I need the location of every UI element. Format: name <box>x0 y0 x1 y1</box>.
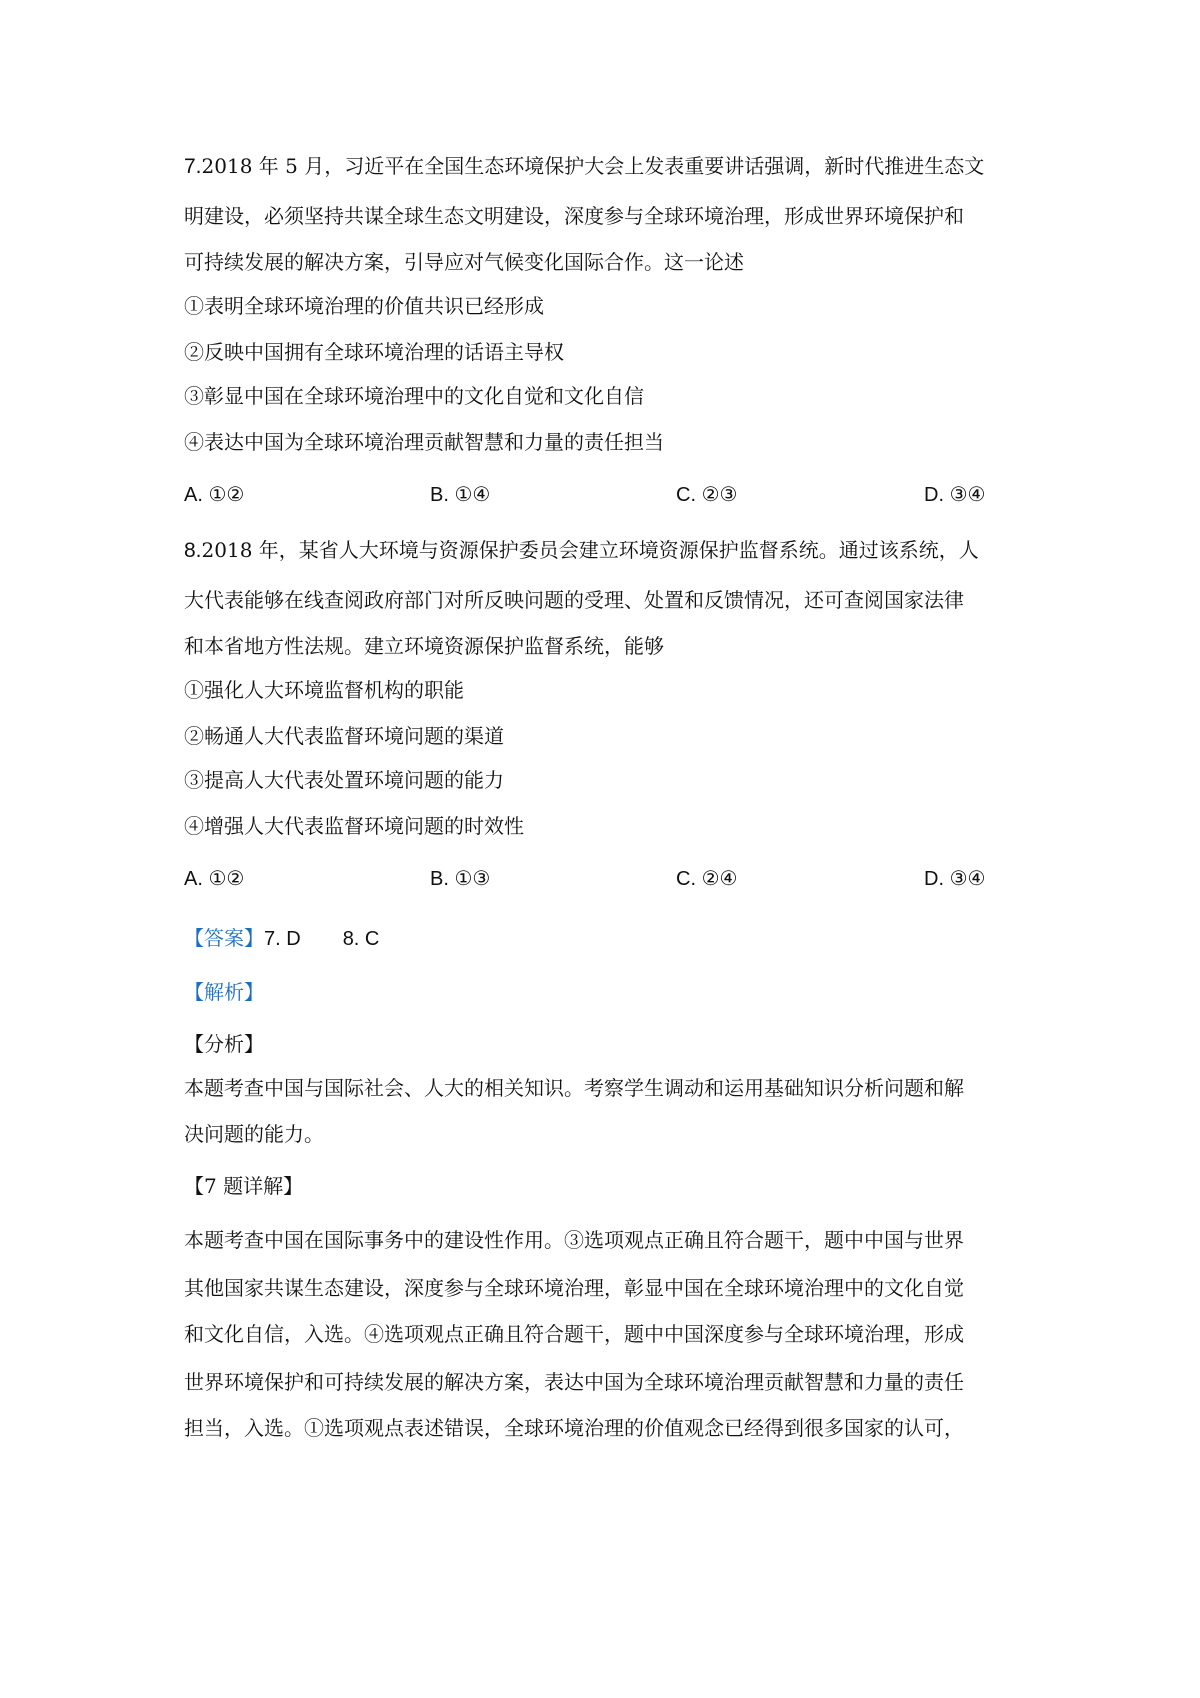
detail7-line-2: 其他国家共谋生态建设，深度参与全球环境治理，彰显中国在全球环境治理中的文化自觉 <box>184 1276 964 1300</box>
fenxi-title: 【分析】 <box>184 1032 264 1056</box>
option-value: ②④ <box>701 866 738 890</box>
q8-item-3: ③提高人大代表处置环境问题的能力 <box>184 768 504 792</box>
option-value: ②③ <box>701 482 738 506</box>
fenxi-line-1: 本题考查中国与国际社会、人大的相关知识。考察学生调动和运用基础知识分析问题和解 <box>184 1076 964 1100</box>
q8-stem-text-1: 2018 年，某省人大环境与资源保护委员会建立环境资源保护监督系统。通过该系统，人 <box>201 538 979 562</box>
q7-item-2: ②反映中国拥有全球环境治理的话语主导权 <box>184 340 564 364</box>
option-letter: B. <box>430 868 449 890</box>
q8-option-c <box>676 864 737 893</box>
q7-stem-text-1: 2018 年 5 月，习近平在全国生态环境保护大会上发表重要讲话强调，新时代推进生态文 <box>201 154 985 178</box>
option-value: ①③ <box>454 866 491 890</box>
q7-stem-line-3: 可持续发展的解决方案，引导应对气候变化国际合作。这一论述 <box>184 250 744 274</box>
q7-option-b <box>430 480 490 509</box>
option-letter: B. <box>430 484 449 506</box>
q7-item-1: ①表明全球环境治理的价值共识已经形成 <box>184 294 544 318</box>
option-value: ①④ <box>454 482 491 506</box>
option-letter: D. <box>924 868 944 890</box>
detail7-line-3: 和文化自信，入选。④选项观点正确且符合题干，题中中国深度参与全球环境治理，形成 <box>184 1322 964 1346</box>
q8-option-d <box>924 864 985 893</box>
answer-7: 7. D <box>264 928 301 950</box>
detail7-title: 【7 题详解】 <box>184 1174 304 1198</box>
detail7-line-4: 世界环境保护和可持续发展的解决方案，表达中国为全球环境治理贡献智慧和力量的责任 <box>184 1370 964 1394</box>
option-letter: C. <box>676 484 696 506</box>
q8-item-1: ①强化人大环境监督机构的职能 <box>184 678 464 702</box>
q7-option-c <box>676 480 737 509</box>
q7-item-4: ④表达中国为全球环境治理贡献智慧和力量的责任担当 <box>184 430 664 454</box>
option-letter: A. <box>184 868 203 890</box>
option-value: ①② <box>208 866 245 890</box>
option-letter: A. <box>184 484 203 506</box>
option-value: ③④ <box>949 482 986 506</box>
q7-stem-line-2: 明建设，必须坚持共谋全球生态文明建设，深度参与全球环境治理，形成世界环境保护和 <box>184 204 964 228</box>
q7-stem-line-1 <box>184 152 984 181</box>
q8-stem-line-3: 和本省地方性法规。建立环境资源保护监督系统，能够 <box>184 634 664 658</box>
option-letter: D. <box>924 484 944 506</box>
q7-item-3: ③彰显中国在全球环境治理中的文化自觉和文化自信 <box>184 384 644 408</box>
q8-stem-line-2: 大代表能够在线查阅政府部门对所反映问题的受理、处置和反馈情况，还可查阅国家法律 <box>184 588 964 612</box>
answer-8: 8. C <box>342 928 380 950</box>
q8-item-4: ④增强人大代表监督环境问题的时效性 <box>184 814 524 838</box>
detail7-line-1: 本题考查中国在国际事务中的建设性作用。③选项观点正确且符合题干，题中中国与世界 <box>184 1228 964 1252</box>
option-value: ①② <box>208 482 245 506</box>
q8-option-a <box>184 864 244 893</box>
analysis-tag: 【解析】 <box>184 980 264 1004</box>
q8-item-2: ②畅通人大代表监督环境问题的渠道 <box>184 724 504 748</box>
q7-option-a <box>184 480 244 509</box>
q7-option-d <box>924 480 985 509</box>
detail7-line-5: 担当，入选。①选项观点表述错误，全球环境治理的价值观念已经得到很多国家的认可， <box>184 1416 964 1440</box>
q8-option-b <box>430 864 490 893</box>
answer-tag: 【答案】 <box>184 926 264 950</box>
answer-line <box>184 924 379 953</box>
q8-stem-line-1 <box>184 536 979 565</box>
fenxi-line-2: 决问题的能力。 <box>184 1122 324 1146</box>
option-letter: C. <box>676 868 696 890</box>
option-value: ③④ <box>949 866 986 890</box>
q8-number: 8. <box>184 539 202 562</box>
q7-number: 7. <box>184 155 202 178</box>
